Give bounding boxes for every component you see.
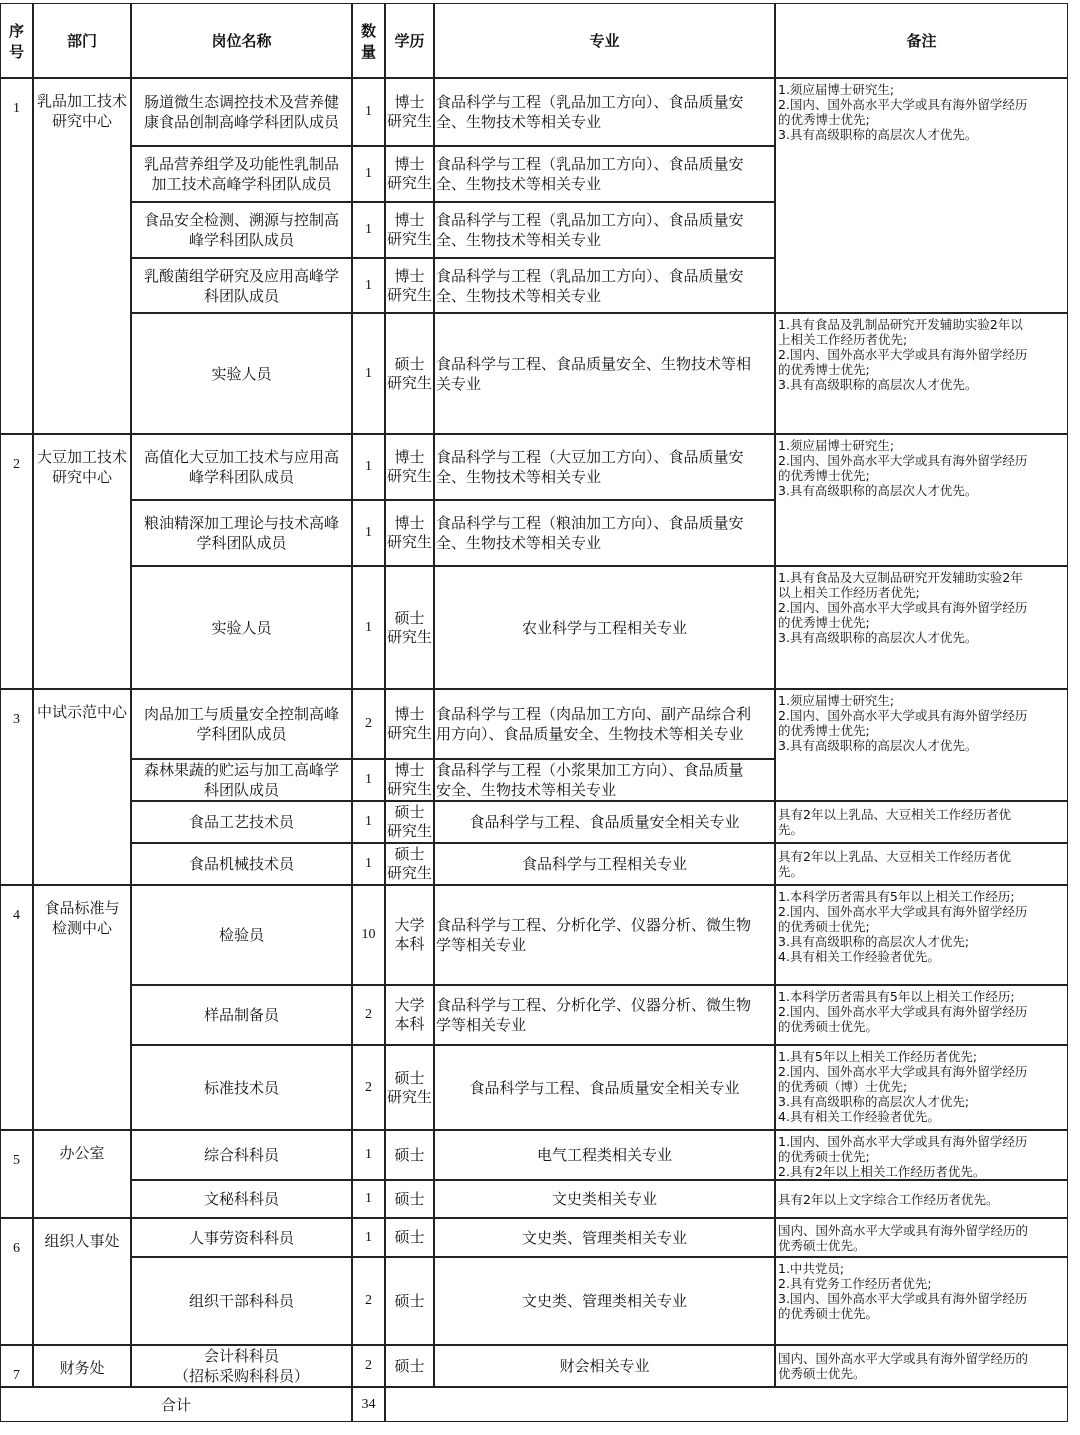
cell-major [434, 1130, 775, 1180]
cell-dept-text: 食品标准与 检测中心 [44, 899, 120, 937]
cell-qty-text: 1 [365, 856, 372, 871]
cell-qty [352, 78, 385, 146]
cell-remark-text: 具有2年以上乳品、大豆相关工作经历者优 先。 [778, 849, 1011, 879]
header-position [131, 3, 352, 78]
cell-qty-text: 1 [365, 459, 372, 474]
cell-position [131, 1130, 352, 1180]
cell-position-text: 会计科科员 （招标采购科科员） [173, 1347, 309, 1385]
cell-major [434, 843, 775, 885]
header-no [0, 3, 33, 78]
cell-education [385, 759, 434, 801]
cell-no [0, 689, 33, 885]
cell-dept-text: 办公室 [59, 1144, 105, 1162]
cell-position-text: 组织干部科科员 [188, 1292, 294, 1310]
cell-position [131, 78, 352, 146]
total-qty-text: 34 [361, 1396, 376, 1412]
header-remark [775, 3, 1068, 78]
header-no-text: 序号 [8, 21, 24, 61]
cell-remark [775, 78, 1068, 313]
cell-qty [352, 146, 385, 202]
cell-remark [775, 1180, 1068, 1218]
cell-remark [775, 843, 1068, 885]
cell-qty-text: 1 [365, 525, 372, 540]
header-edu-text: 学历 [394, 32, 425, 50]
cell-position [131, 202, 352, 258]
cell-position [131, 1180, 352, 1218]
cell-position-text: 食品安全检测、溯源与控制高 峰学科团队成员 [143, 211, 339, 249]
cell-qty [352, 885, 385, 985]
cell-position [131, 1045, 352, 1130]
cell-major [434, 1180, 775, 1218]
cell-position-text: 标准技术员 [203, 1078, 279, 1097]
cell-education-text: 博士 研究生 [386, 266, 432, 304]
cell-position [131, 843, 352, 885]
cell-no-text: 5 [13, 1153, 20, 1168]
cell-position [131, 801, 352, 843]
cell-dept-text: 乳品加工技术 研究中心 [36, 92, 127, 130]
cell-education [385, 801, 434, 843]
cell-qty [352, 1345, 385, 1387]
cell-remark-text: 1.具有5年以上相关工作经历者优先; 2.国内、国外高水平大学或具有海外留学经历 的优秀硕（博）士优先; 3.具有高级职称的高层次人才优先; 4.具有相关工作经验者优先。 [778, 1049, 1028, 1124]
cell-position-text: 食品工艺技术员 [188, 813, 294, 831]
cell-major [434, 985, 775, 1045]
cell-position-text: 高值化大豆加工技术与应用高 峰学科团队成员 [143, 448, 339, 486]
cell-education-text: 硕士 研究生 [386, 1068, 432, 1106]
cell-no [0, 885, 33, 1130]
header-dept-text: 部门 [66, 32, 97, 50]
cell-no-text: 1 [13, 101, 20, 116]
cell-qty [352, 1180, 385, 1218]
cell-remark-text: 国内、国外高水平大学或具有海外留学经历的 优秀硕士优先。 [778, 1222, 1029, 1253]
cell-position [131, 1218, 352, 1257]
cell-qty [352, 1257, 385, 1345]
cell-education-text: 大学 本科 [394, 996, 425, 1033]
cell-dept [33, 1345, 131, 1387]
cell-position-text: 乳酸菌组学研究及应用高峰学 科团队成员 [143, 266, 339, 305]
cell-major-text: 财会相关专业 [559, 1357, 650, 1375]
cell-no-text: 4 [13, 908, 20, 923]
cell-education-text: 博士 研究生 [386, 705, 432, 742]
cell-remark [775, 1218, 1068, 1257]
cell-remark-text: 1.中共党员; 2.具有党务工作经历者优先; 3.国内、国外高水平大学或具有海外留学经历 的优秀硕士优先。 [778, 1261, 1028, 1321]
cell-education-text: 博士 研究生 [386, 514, 432, 551]
cell-position [131, 500, 352, 566]
cell-major [434, 759, 775, 801]
cell-position [131, 759, 352, 801]
cell-remark [775, 1130, 1068, 1180]
cell-remark [775, 566, 1068, 689]
cell-education-text: 硕士 [394, 1189, 425, 1208]
cell-education-text: 硕士 [394, 1145, 425, 1164]
cell-education-text: 硕士 研究生 [386, 608, 432, 646]
cell-no-text: 2 [13, 457, 20, 472]
cell-education [385, 500, 434, 566]
cell-education-text: 博士 研究生 [386, 761, 432, 798]
cell-remark-text: 国内、国外高水平大学或具有海外留学经历的 优秀硕士优先。 [778, 1351, 1029, 1381]
cell-qty [352, 202, 385, 258]
cell-education-text: 大学 本科 [394, 916, 425, 953]
cell-qty-text: 1 [365, 1229, 372, 1245]
cell-major [434, 1045, 775, 1130]
cell-position-text: 森林果蔬的贮运与加工高峰学 科团队成员 [143, 761, 339, 799]
cell-dept-text: 组织人事处 [44, 1232, 120, 1250]
cell-dept [33, 689, 131, 885]
total-label [0, 1387, 352, 1422]
header-remark-text: 备注 [906, 32, 937, 50]
cell-qty-text: 1 [365, 277, 372, 293]
cell-major-text: 食品科学与工程（乳品加工方向）、食品质量安 全、生物技术等相关专业 [436, 211, 744, 249]
cell-education [385, 985, 434, 1045]
cell-qty [352, 801, 385, 843]
cell-qty [352, 985, 385, 1045]
cell-major-text: 食品科学与工程（乳品加工方向）、食品质量安 全、生物技术等相关专业 [436, 93, 744, 131]
cell-position [131, 434, 352, 500]
cell-major [434, 258, 775, 313]
cell-dept [33, 1130, 131, 1218]
cell-major [434, 500, 775, 566]
cell-education-text: 硕士 [394, 1228, 425, 1246]
cell-dept [33, 885, 131, 1130]
cell-major [434, 78, 775, 146]
cell-qty-text: 1 [365, 772, 372, 787]
cell-no [0, 78, 33, 434]
cell-remark [775, 985, 1068, 1045]
cell-education [385, 885, 434, 985]
cell-major-text: 电气工程类相关专业 [536, 1146, 672, 1164]
cell-education [385, 1180, 434, 1218]
cell-position-text: 肠道微生态调控技术及营养健 康食品创制高峰学科团队成员 [143, 93, 339, 131]
cell-position [131, 985, 352, 1045]
cell-position-text: 乳品营养组学及功能性乳制品 加工技术高峰学科团队成员 [143, 155, 339, 193]
cell-position-text: 实验人员 [211, 618, 272, 637]
cell-remark-text: 1.具有食品及大豆制品研究开发辅助实验2年 以上相关工作经历者优先; 2.国内、国外高水平大学或具有海外留学经历 的优秀博士优先; 3.具有高级职称的高层次人才优先。 [778, 570, 1028, 645]
cell-qty [352, 843, 385, 885]
cell-major-text: 食品科学与工程、食品质量安全相关专业 [469, 813, 740, 831]
cell-qty [352, 1045, 385, 1130]
cell-major [434, 313, 775, 434]
cell-major-text: 食品科学与工程（乳品加工方向）、食品质量安 全、生物技术等相关专业 [436, 266, 744, 305]
cell-qty-text: 1 [365, 619, 372, 635]
cell-major-text: 农业科学与工程相关专业 [521, 618, 687, 637]
header-qty [352, 3, 385, 78]
cell-education-text: 硕士 [394, 1356, 425, 1375]
cell-position-text: 粮油精深加工理论与技术高峰 学科团队成员 [143, 514, 339, 552]
cell-qty [352, 566, 385, 689]
header-position-text: 岗位名称 [211, 32, 272, 50]
cell-major [434, 689, 775, 759]
cell-qty [352, 1130, 385, 1180]
cell-education-text: 硕士 研究生 [386, 803, 432, 840]
cell-dept-text: 中试示范中心 [36, 703, 127, 721]
cell-qty-text: 2 [365, 1358, 372, 1373]
cell-qty-text: 2 [365, 1079, 372, 1095]
cell-position [131, 885, 352, 985]
header-qty-text: 数量 [360, 21, 376, 61]
cell-major [434, 146, 775, 202]
cell-major [434, 566, 775, 689]
cell-major-text: 食品科学与工程相关专业 [521, 855, 687, 873]
cell-remark-text: 1.本科学历者需具有5年以上相关工作经历; 2.国内、国外高水平大学或具有海外留学经历 的优秀硕士优先; 3.具有高级职称的高层次人才优先; 4.具有相关工作经验者优先。 [778, 889, 1028, 964]
cell-qty [352, 759, 385, 801]
cell-qty [352, 313, 385, 434]
cell-qty-text: 2 [365, 716, 372, 731]
cell-qty-text: 10 [361, 927, 376, 942]
cell-remark-text: 具有2年以上文字综合工作经历者优先。 [778, 1191, 999, 1207]
cell-remark [775, 1345, 1068, 1387]
cell-remark [775, 313, 1068, 434]
cell-education-text: 博士 研究生 [386, 93, 432, 130]
cell-remark-text: 具有2年以上乳品、大豆相关工作经历者优 先。 [778, 807, 1011, 837]
cell-education [385, 1257, 434, 1345]
cell-remark-text: 1.须应届博士研究生; 2.国内、国外高水平大学或具有海外留学经历 的优秀博士优先; 3.具有高级职称的高层次人才优先。 [778, 438, 1028, 498]
cell-remark [775, 689, 1068, 801]
cell-qty [352, 500, 385, 566]
cell-remark [775, 1045, 1068, 1130]
cell-major-text: 食品科学与工程、食品质量安全、生物技术等相 关专业 [436, 354, 752, 393]
cell-education [385, 258, 434, 313]
cell-major [434, 1218, 775, 1257]
cell-no [0, 1345, 33, 1387]
cell-qty-text: 2 [365, 1293, 372, 1308]
cell-qty-text: 1 [365, 166, 372, 181]
cell-major-text: 食品科学与工程（小浆果加工方向）、食品质量 安全、生物技术等相关专业 [436, 761, 744, 799]
cell-dept-text: 大豆加工技术 研究中心 [36, 448, 127, 486]
cell-no-text: 7 [13, 1368, 20, 1383]
cell-qty [352, 434, 385, 500]
header-dept [33, 3, 131, 78]
cell-education-text: 博士 研究生 [386, 211, 432, 248]
cell-major-text: 食品科学与工程（粮油加工方向）、食品质量安 全、生物技术等相关专业 [436, 514, 744, 552]
cell-education [385, 1345, 434, 1387]
cell-major-text: 食品科学与工程、分析化学、仪器分析、微生物 学等相关专业 [436, 996, 752, 1034]
cell-education [385, 1130, 434, 1180]
cell-remark-text: 1.本科学历者需具有5年以上相关工作经历; 2.国内、国外高水平大学或具有海外留学经历 的优秀硕士优先。 [778, 989, 1028, 1034]
cell-education-text: 博士 研究生 [386, 155, 432, 192]
cell-dept [33, 434, 131, 689]
cell-education-text: 硕士 [394, 1291, 425, 1310]
cell-dept [33, 1218, 131, 1345]
cell-no [0, 434, 33, 689]
cell-no-text: 6 [13, 1241, 20, 1256]
cell-dept [33, 78, 131, 434]
cell-position [131, 689, 352, 759]
cell-qty-text: 1 [365, 222, 372, 237]
cell-no-text: 3 [13, 712, 20, 727]
cell-major-text: 食品科学与工程（大豆加工方向）、食品质量安 全、生物技术等相关专业 [436, 448, 744, 486]
cell-qty-text: 1 [365, 1147, 372, 1162]
cell-remark [775, 885, 1068, 985]
cell-major [434, 434, 775, 500]
cell-no [0, 1130, 33, 1218]
cell-position [131, 313, 352, 434]
cell-major-text: 食品科学与工程（肉品加工方向、副产品综合利 用方向）、食品质量安全、生物技术等相关专业 [436, 705, 752, 743]
cell-position-text: 食品机械技术员 [188, 855, 294, 873]
cell-qty-text: 1 [365, 1191, 372, 1206]
cell-major-text: 食品科学与工程（乳品加工方向）、食品质量安 全、生物技术等相关专业 [436, 155, 744, 193]
cell-education [385, 843, 434, 885]
cell-education [385, 78, 434, 146]
cell-position [131, 258, 352, 313]
cell-major-text: 文史类相关专业 [551, 1190, 657, 1208]
cell-remark-text: 1.具有食品及乳制品研究开发辅助实验2年以 上相关工作经历者优先; 2.国内、国外高水平大学或具有海外留学经历 的优秀博士优先; 3.具有高级职称的高层次人才优先。 [778, 317, 1028, 392]
cell-education-text: 博士 研究生 [386, 448, 432, 485]
cell-position-text: 人事劳资科科员 [188, 1228, 294, 1247]
cell-education-text: 硕士 研究生 [386, 845, 432, 882]
cell-qty [352, 258, 385, 313]
cell-position-text: 肉品加工与质量安全控制高峰 学科团队成员 [143, 705, 339, 743]
cell-qty-text: 1 [365, 365, 372, 381]
cell-major-text: 文史类、管理类相关专业 [521, 1292, 687, 1310]
cell-position-text: 文秘科科员 [203, 1190, 279, 1208]
cell-qty-text: 2 [365, 1007, 372, 1022]
cell-major [434, 202, 775, 258]
cell-major [434, 1257, 775, 1345]
cell-major [434, 801, 775, 843]
cell-remark-text: 1.须应届博士研究生; 2.国内、国外高水平大学或具有海外留学经历 的优秀博士优先; 3.具有高级职称的高层次人才优先。 [778, 693, 1028, 753]
cell-education [385, 1045, 434, 1130]
total-qty [352, 1387, 385, 1422]
cell-education [385, 689, 434, 759]
cell-education-text: 硕士 研究生 [386, 354, 432, 392]
cell-remark [775, 1257, 1068, 1345]
cell-major [434, 1345, 775, 1387]
cell-qty-text: 1 [365, 104, 372, 119]
cell-major [434, 885, 775, 985]
cell-position-text: 样品制备员 [203, 1006, 279, 1024]
cell-education [385, 566, 434, 689]
cell-remark-text: 1.须应届博士研究生; 2.国内、国外高水平大学或具有海外留学经历 的优秀博士优先; 3.具有高级职称的高层次人才优先。 [778, 82, 1028, 142]
total-label-text: 合计 [160, 1396, 191, 1414]
header-major [434, 3, 775, 78]
total-blank [385, 1387, 1068, 1422]
cell-education [385, 313, 434, 434]
cell-qty-text: 1 [365, 814, 372, 829]
cell-dept-text: 财务处 [59, 1359, 105, 1377]
cell-major-text: 食品科学与工程、食品质量安全相关专业 [469, 1078, 740, 1097]
cell-position-text: 实验人员 [211, 364, 272, 383]
cell-education [385, 146, 434, 202]
cell-no [0, 1218, 33, 1345]
header-major-text: 专业 [589, 32, 620, 50]
cell-education [385, 434, 434, 500]
cell-qty [352, 689, 385, 759]
cell-position-text: 综合科科员 [203, 1146, 279, 1164]
cell-education [385, 202, 434, 258]
cell-major-text: 文史类、管理类相关专业 [521, 1228, 687, 1247]
cell-qty [352, 1218, 385, 1257]
cell-remark-text: 1.国内、国外高水平大学或具有海外留学经历 的优秀硕士优先; 2.具有2年以上相关工作经历者优先。 [778, 1134, 1028, 1179]
cell-position [131, 566, 352, 689]
cell-remark [775, 434, 1068, 566]
cell-position-text: 检验员 [218, 926, 264, 944]
cell-education [385, 1218, 434, 1257]
cell-major-text: 食品科学与工程、分析化学、仪器分析、微生物 学等相关专业 [436, 916, 752, 954]
cell-position [131, 1345, 352, 1387]
cell-remark [775, 801, 1068, 843]
cell-position [131, 146, 352, 202]
cell-position [131, 1257, 352, 1345]
header-edu [385, 3, 434, 78]
